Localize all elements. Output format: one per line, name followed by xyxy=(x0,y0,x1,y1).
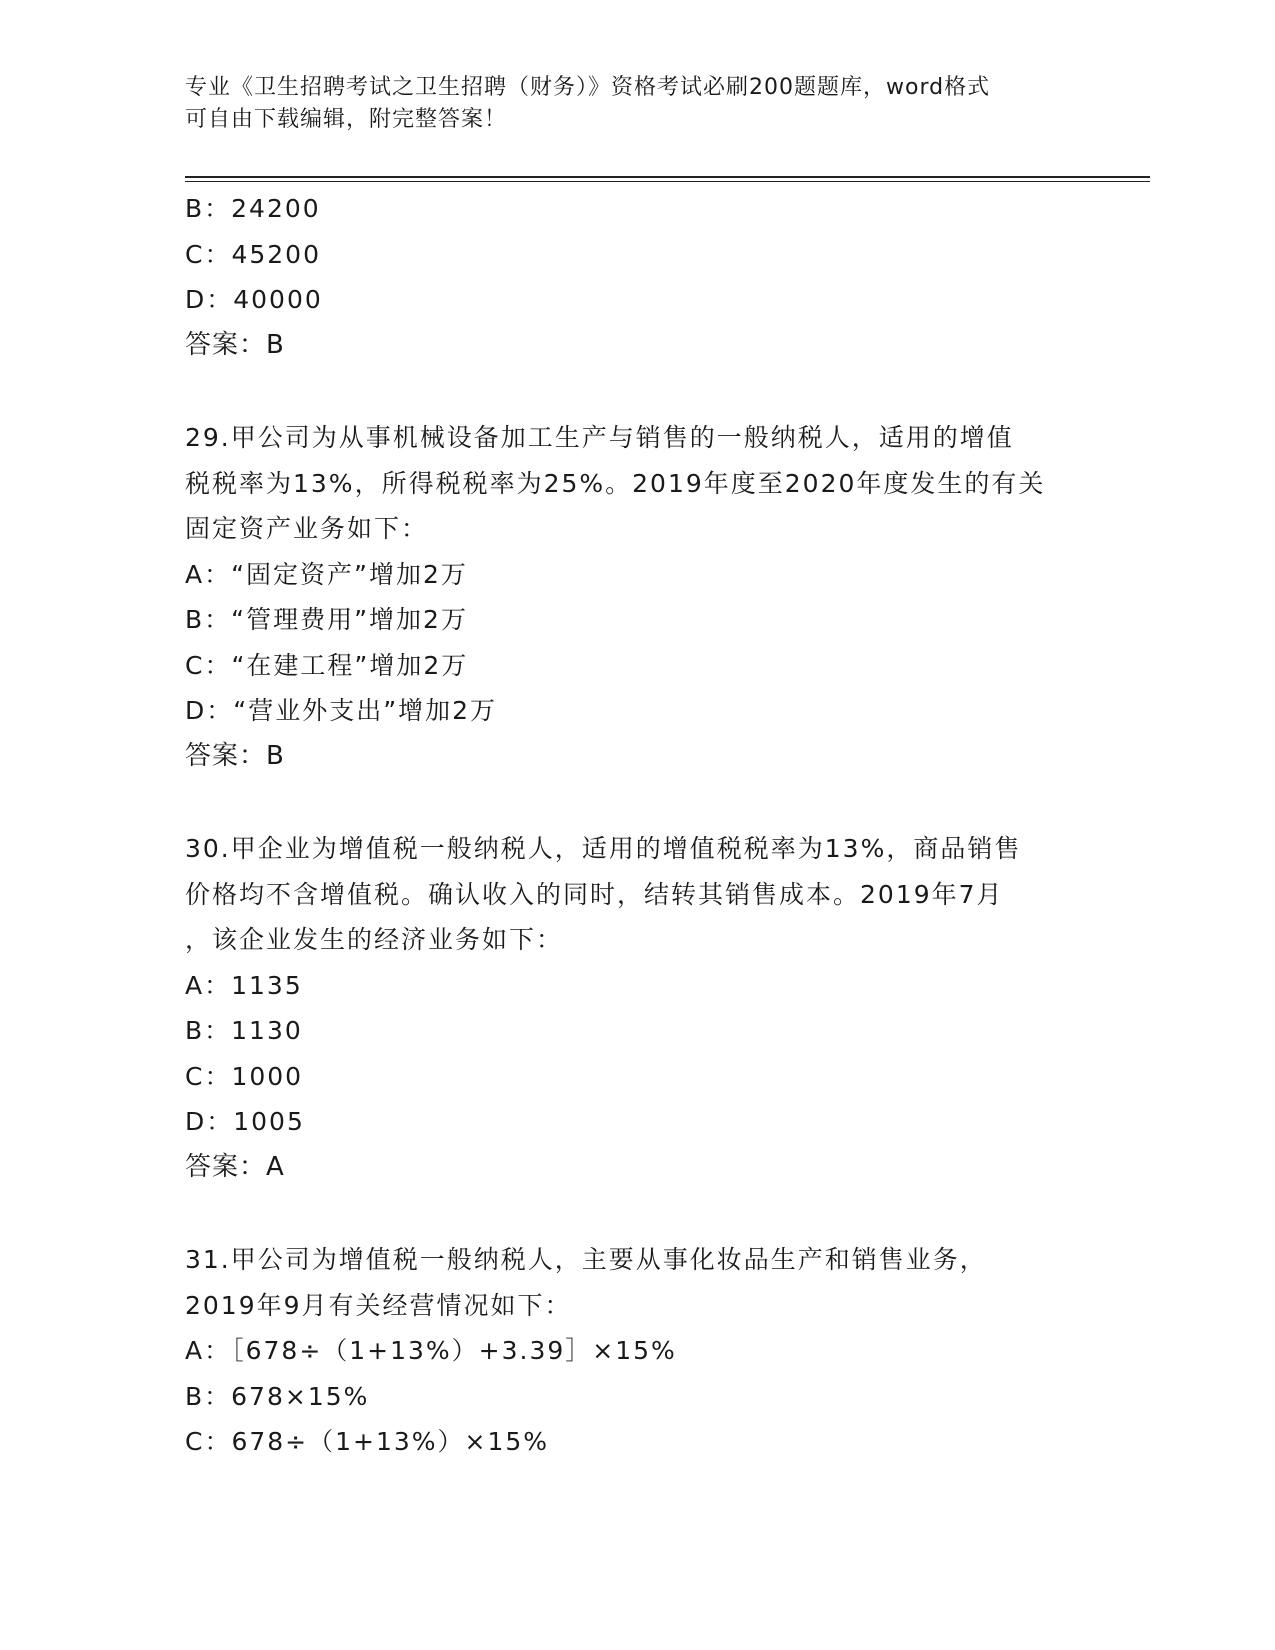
document-header xyxy=(185,72,1065,136)
header-line-1: 专业《卫生招聘考试之卫生招聘（财务）》资格考试必刷200题题库，word格式 xyxy=(185,75,991,100)
header-rule-thick xyxy=(185,176,1150,178)
answer-line: 答案：B xyxy=(185,740,285,771)
question-gap xyxy=(185,368,1085,415)
option-line: A：［678÷（1+13%）+3.39］×15% xyxy=(185,1336,677,1365)
option-line: B：24200 xyxy=(185,194,321,223)
option-line: B：678×15% xyxy=(185,1381,370,1411)
question-stem-line: 29.甲公司为从事机械设备加工生产与销售的一般纳税人，适用的增值 xyxy=(185,423,1014,452)
question-31 xyxy=(185,1237,1085,1465)
question-29 xyxy=(185,415,1085,779)
option-line: C：678÷（1+13%）×15% xyxy=(185,1427,550,1456)
question-30 xyxy=(185,826,1085,1190)
option-line: D：“营业外支出”增加2万 xyxy=(185,696,498,725)
question-stem-line: 30.甲企业为增值税一般纳税人，适用的增值税税率为13%，商品销售 xyxy=(185,834,1022,863)
option-line: C：45200 xyxy=(185,239,321,269)
option-line: A：1135 xyxy=(185,970,303,1000)
answer-line: 答案：B xyxy=(185,329,285,360)
option-line: A：“固定资产”增加2万 xyxy=(185,559,468,589)
option-line: D：40000 xyxy=(185,285,323,314)
question-stem-line: 固定资产业务如下： xyxy=(185,514,429,543)
question-stem-line: ，该企业发生的经济业务如下： xyxy=(185,925,564,954)
question-stem-line: 价格均不含增值税。确认收入的同时，结转其销售成本。2019年7月 xyxy=(185,879,1004,909)
option-line: D：1005 xyxy=(185,1107,305,1136)
question-28-continued xyxy=(185,186,1085,368)
option-line: B：1130 xyxy=(185,1016,303,1045)
question-stem-line: 税税率为13%，所得税税率为25%。2019年度至2020年度发生的有关 xyxy=(185,468,1046,498)
question-gap xyxy=(185,1190,1085,1237)
document-body xyxy=(185,186,1085,1465)
question-gap xyxy=(185,779,1085,826)
question-stem-line: 2019年9月有关经营情况如下： xyxy=(185,1290,572,1320)
header-rule-thin xyxy=(185,181,1150,182)
answer-line: 答案：A xyxy=(185,1151,285,1182)
question-stem-line: 31.甲公司为增值税一般纳税人，主要从事化妆品生产和销售业务， xyxy=(185,1245,987,1274)
option-line: C：1000 xyxy=(185,1061,304,1091)
option-line: B：“管理费用”增加2万 xyxy=(185,605,468,634)
header-line-2: 可自由下载编辑，附完整答案！ xyxy=(185,107,508,132)
option-line: C：“在建工程”增加2万 xyxy=(185,650,469,680)
